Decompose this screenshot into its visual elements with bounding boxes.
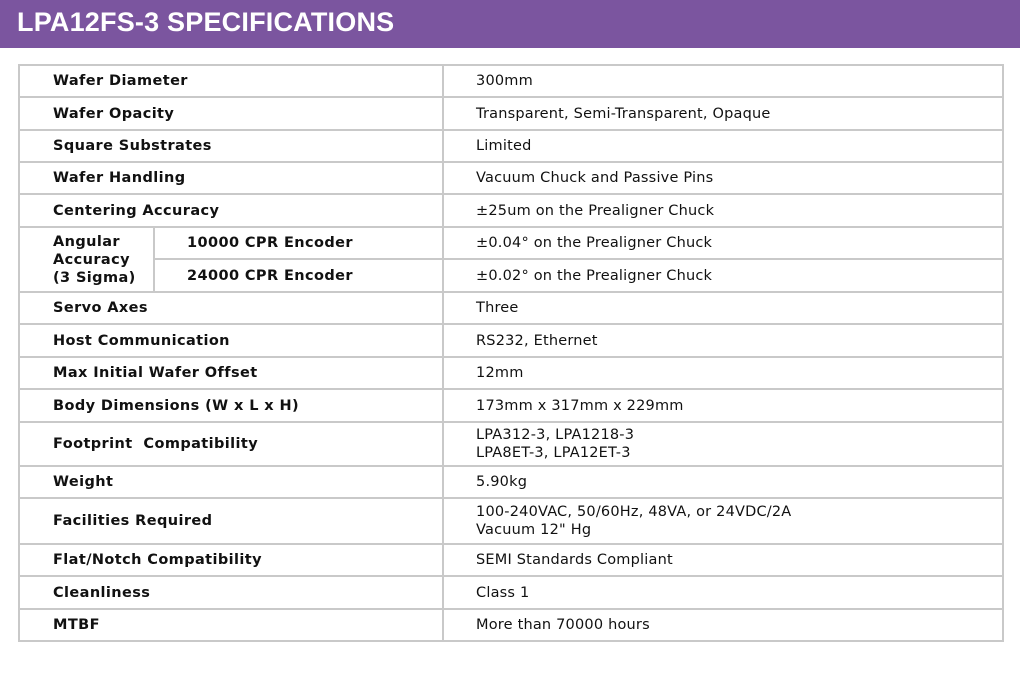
spec-row-cleanliness	[19, 576, 1003, 609]
spec-row-max-initial-wafer-offset	[19, 357, 1003, 389]
spec-label: Centering Accuracy	[19, 194, 443, 227]
spec-row-square-substrates	[19, 130, 1003, 162]
spec-label: MTBF	[19, 609, 443, 641]
spec-value: More than 70000 hours	[443, 609, 1003, 641]
spec-value: ±0.04° on the Prealigner Chuck	[443, 227, 1003, 259]
angular-accuracy-label-line: Angular	[53, 233, 120, 250]
spec-label: Wafer Diameter	[19, 65, 443, 97]
angular-accuracy-label-line: Accuracy	[53, 251, 130, 268]
spec-label: Weight	[19, 466, 443, 498]
specifications-table	[18, 64, 1004, 642]
spec-row-host-communication	[19, 324, 1003, 357]
spec-row-wafer-handling	[19, 162, 1003, 194]
spec-row-mtbf	[19, 609, 1003, 641]
spec-label: Footprint Compatibility	[19, 422, 443, 466]
spec-label: Cleanliness	[19, 576, 443, 609]
spec-value: Limited	[443, 130, 1003, 162]
spec-row-body-dimensions	[19, 389, 1003, 422]
spec-value: SEMI Standards Compliant	[443, 544, 1003, 576]
spec-row-facilities-required	[19, 498, 1003, 544]
spec-label: Flat/Notch Compatibility	[19, 544, 443, 576]
page-title: LPA12FS-3 SPECIFICATIONS	[17, 7, 395, 37]
spec-value: Three	[443, 292, 1003, 324]
spec-label: Facilities Required	[19, 498, 443, 544]
spec-row-servo-axes	[19, 292, 1003, 324]
spec-label: Servo Axes	[19, 292, 443, 324]
spec-value: Transparent, Semi-Transparent, Opaque	[443, 97, 1003, 130]
spec-value: RS232, Ethernet	[443, 324, 1003, 357]
spec-value	[443, 498, 1003, 544]
spec-label: Host Communication	[19, 324, 443, 357]
spec-row-angular-accuracy-10000	[19, 227, 1003, 259]
spec-label: Body Dimensions (W x L x H)	[19, 389, 443, 422]
spec-value-line: LPA312-3, LPA1218-3	[476, 427, 635, 443]
spec-value: ±0.02° on the Prealigner Chuck	[443, 259, 1003, 292]
encoder-sublabel: 24000 CPR Encoder	[154, 259, 443, 292]
spec-value: 173mm x 317mm x 229mm	[443, 389, 1003, 422]
spec-value-line: LPA8ET-3, LPA12ET-3	[476, 445, 631, 461]
spec-row-angular-accuracy-24000	[19, 259, 1003, 292]
title-banner	[0, 0, 1020, 48]
spec-value: 300mm	[443, 65, 1003, 97]
spec-label: Wafer Opacity	[19, 97, 443, 130]
spec-value: Class 1	[443, 576, 1003, 609]
spec-label: Max Initial Wafer Offset	[19, 357, 443, 389]
spec-value-line: 100-240VAC, 50/60Hz, 48VA, or 24VDC/2A	[476, 504, 792, 520]
spec-row-flat-notch-compatibility	[19, 544, 1003, 576]
spec-value: ±25um on the Prealigner Chuck	[443, 194, 1003, 227]
spec-row-centering-accuracy	[19, 194, 1003, 227]
spec-value: 12mm	[443, 357, 1003, 389]
angular-accuracy-label-line: (3 Sigma)	[53, 269, 136, 286]
encoder-sublabel: 10000 CPR Encoder	[154, 227, 443, 259]
spec-value: Vacuum Chuck and Passive Pins	[443, 162, 1003, 194]
angular-accuracy-label	[19, 227, 154, 292]
spec-value: 5.90kg	[443, 466, 1003, 498]
spec-row-weight	[19, 466, 1003, 498]
spec-value-line: Vacuum 12" Hg	[476, 522, 592, 538]
spec-row-footprint-compatibility	[19, 422, 1003, 466]
spec-label: Wafer Handling	[19, 162, 443, 194]
spec-row-wafer-opacity	[19, 97, 1003, 130]
spec-row-wafer-diameter	[19, 65, 1003, 97]
spec-label: Square Substrates	[19, 130, 443, 162]
spec-value	[443, 422, 1003, 466]
